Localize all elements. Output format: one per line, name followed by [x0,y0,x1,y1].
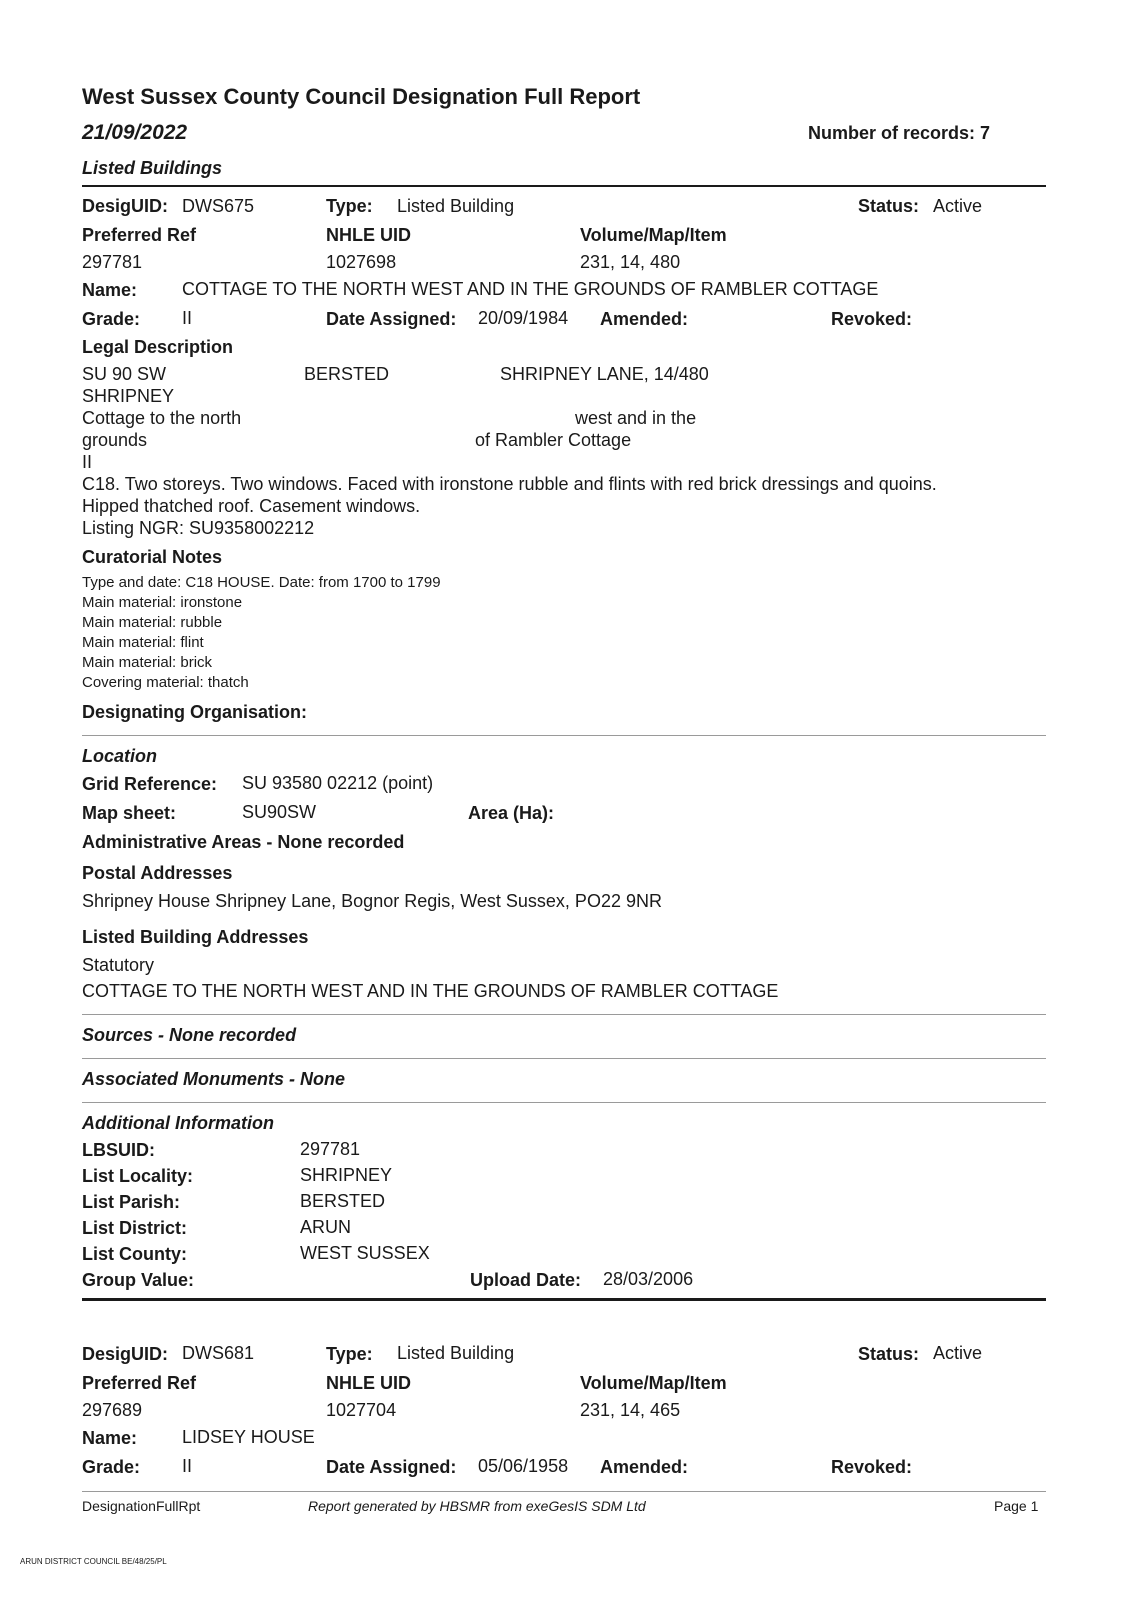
volume-label: Volume/Map/Item [580,225,727,245]
curatorial-line: Main material: rubble [82,614,223,631]
revoked-label: Revoked: [831,1457,913,1477]
footer-left: DesignationFullRpt [82,1498,201,1514]
revoked-label: Revoked: [831,309,913,329]
name-label: Name: [82,280,138,300]
divider [82,1014,1046,1015]
preferred-ref-label: Preferred Ref [82,225,197,245]
nhle-uid-label: NHLE UID [326,1373,411,1393]
legal-line: BERSTED [304,364,390,384]
legal-line: west and in the [575,408,697,428]
amended-label: Amended: [600,309,689,329]
legal-line: of Rambler Cottage [475,430,632,450]
divider [82,1058,1046,1059]
desig-uid-label: DesigUID: [82,1344,169,1364]
legal-line: Hipped thatched roof. Casement windows. [82,496,421,516]
postal-address-value: Shripney House Shripney Lane, Bognor Regis, West Sussex, PO22 9NR [82,891,662,911]
lbsuid-value: 297781 [300,1139,361,1159]
grade-label: Grade: [82,1457,141,1477]
report-title: West Sussex County Council Designation Full Report [82,84,641,109]
legal-line: C18. Two storeys. Two windows. Faced with ironstone rubble and flints with red brick dressings and quoins. [82,474,937,494]
location-heading: Location [82,746,157,766]
legal-description-heading: Legal Description [82,337,234,357]
curatorial-line: Type and date: C18 HOUSE. Date: from 1700 to 1799 [82,574,441,591]
map-sheet-label: Map sheet: [82,803,177,823]
grid-ref-value: SU 93580 02212 (point) [242,773,434,793]
date-assigned-value: 05/06/1958 [478,1456,569,1476]
status-value: Active [933,1343,983,1363]
admin-areas-label: Administrative Areas - None recorded [82,832,405,852]
nhle-uid-label: NHLE UID [326,225,411,245]
map-sheet-value: SU90SW [242,802,317,822]
date-assigned-label: Date Assigned: [326,309,457,329]
curatorial-notes-heading: Curatorial Notes [82,547,223,567]
records-count: Number of records: 7 [808,123,991,143]
date-assigned-label: Date Assigned: [326,1457,457,1477]
list-district-value: ARUN [300,1217,352,1237]
list-county-label: List County: [82,1244,187,1264]
name-value: LIDSEY HOUSE [182,1427,315,1447]
grade-value: II [182,308,193,328]
legal-line: Listing NGR: SU9358002212 [82,518,315,538]
volume-value: 231, 14, 465 [580,1400,681,1420]
status-label: Status: [858,196,920,216]
list-district-label: List District: [82,1218,188,1238]
additional-info-heading: Additional Information [82,1113,274,1133]
section-title: Listed Buildings [82,158,223,178]
divider [82,735,1046,736]
grid-ref-label: Grid Reference: [82,774,218,794]
header-rule [82,185,1046,187]
curatorial-line: Main material: brick [82,654,213,671]
legal-line: II [82,452,93,472]
legal-line: SHRIPNEY LANE, 14/480 [500,364,709,384]
sources-heading: Sources - None recorded [82,1025,297,1045]
area-label: Area (Ha): [468,803,555,823]
name-label: Name: [82,1428,138,1448]
upload-date-label: Upload Date: [470,1270,582,1290]
postal-addresses-heading: Postal Addresses [82,863,233,883]
preferred-ref-value: 297689 [82,1400,143,1420]
name-value: COTTAGE TO THE NORTH WEST AND IN THE GROUNDS OF RAMBLER COTTAGE [182,279,879,299]
upload-date-value: 28/03/2006 [603,1269,694,1289]
type-label: Type: [326,1344,373,1364]
list-parish-value: BERSTED [300,1191,386,1211]
preferred-ref-value: 297781 [82,252,143,272]
report-date: 21/09/2022 [82,121,188,144]
legal-line: grounds [82,430,148,450]
type-value: Listed Building [397,196,515,216]
lbsuid-label: LBSUID: [82,1140,155,1160]
volume-label: Volume/Map/Item [580,1373,727,1393]
type-value: Listed Building [397,1343,515,1363]
footer-rule [82,1491,1046,1492]
desig-uid-value: DWS681 [182,1343,255,1363]
desig-uid-value: DWS675 [182,196,255,216]
lb-addresses-heading: Listed Building Addresses [82,927,309,947]
legal-line: SU 90 SW [82,364,167,384]
stamp-text: ARUN DISTRICT COUNCIL BE/48/25/PL [20,1557,167,1566]
type-label: Type: [326,196,373,216]
lb-address-value: COTTAGE TO THE NORTH WEST AND IN THE GROUNDS OF RAMBLER COTTAGE [82,981,779,1001]
lb-statutory: Statutory [82,955,155,975]
status-label: Status: [858,1344,920,1364]
assoc-monuments-heading: Associated Monuments - None [82,1069,346,1089]
curatorial-line: Main material: flint [82,634,204,651]
list-locality-value: SHRIPNEY [300,1165,393,1185]
legal-line: Cottage to the north [82,408,242,428]
preferred-ref-label: Preferred Ref [82,1373,197,1393]
desig-uid-label: DesigUID: [82,196,169,216]
curatorial-line: Main material: ironstone [82,594,243,611]
grade-value: II [182,1456,193,1476]
grade-label: Grade: [82,309,141,329]
status-value: Active [933,196,983,216]
curatorial-line: Covering material: thatch [82,674,249,691]
date-assigned-value: 20/09/1984 [478,308,569,328]
designating-org-label: Designating Organisation: [82,702,308,722]
volume-value: 231, 14, 480 [580,252,681,272]
footer-page: Page 1 [994,1498,1039,1514]
list-parish-label: List Parish: [82,1192,181,1212]
record-end-rule [82,1298,1046,1301]
nhle-uid-value: 1027704 [326,1400,397,1420]
amended-label: Amended: [600,1457,689,1477]
group-value-label: Group Value: [82,1270,195,1290]
list-county-value: WEST SUSSEX [300,1243,430,1263]
list-locality-label: List Locality: [82,1166,194,1186]
nhle-uid-value: 1027698 [326,252,397,272]
legal-line: SHRIPNEY [82,386,175,406]
divider [82,1102,1046,1103]
footer-center: Report generated by HBSMR from exeGesIS SDM Ltd [308,1498,646,1514]
